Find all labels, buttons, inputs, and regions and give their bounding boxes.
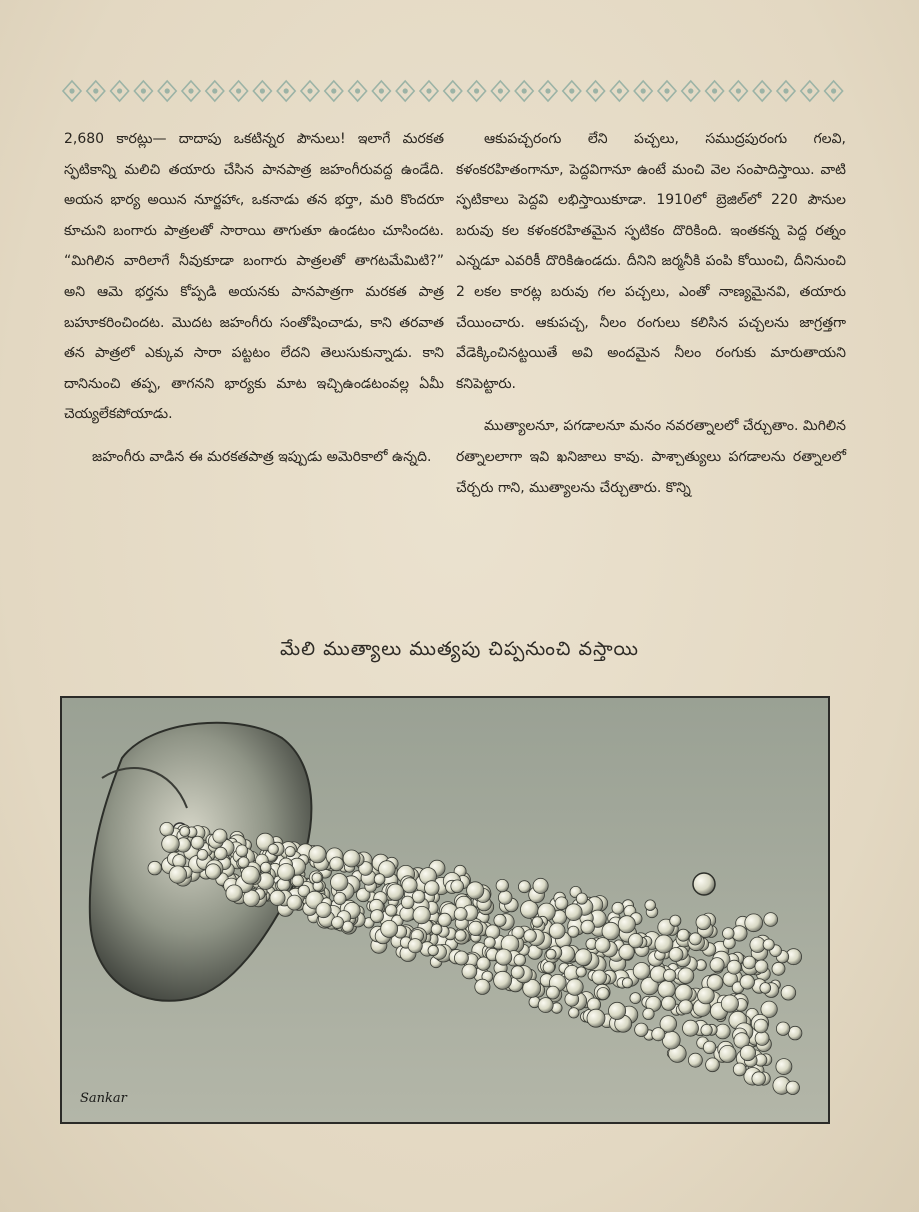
pearl [568, 926, 579, 937]
pearl [655, 935, 673, 953]
pearl [278, 864, 295, 881]
pearl [162, 835, 180, 853]
border-dot [522, 88, 527, 93]
border-dot [641, 88, 646, 93]
pearl [587, 1009, 605, 1027]
pearl [645, 900, 656, 911]
pearl [401, 896, 414, 909]
pearl [567, 979, 584, 996]
border-dot [69, 88, 74, 93]
pearl [343, 850, 360, 867]
pearl-oyster-illustration [60, 696, 830, 1124]
pearl [160, 822, 174, 836]
border-dot [664, 88, 669, 93]
pearl [772, 962, 785, 975]
border-dot [141, 88, 146, 93]
pearl [677, 929, 689, 941]
pearl [543, 962, 555, 974]
pearl [331, 874, 348, 891]
pearl [197, 849, 208, 860]
pearl [455, 930, 466, 941]
pearl [496, 949, 512, 965]
border-dot [284, 88, 289, 93]
pearl [745, 914, 763, 932]
pearl [622, 978, 632, 988]
pearl [385, 905, 397, 917]
pearl [287, 895, 302, 910]
pearl [592, 970, 607, 985]
pearl [226, 885, 243, 902]
pearl [387, 884, 404, 901]
pearl [213, 829, 227, 843]
pearl [334, 892, 346, 904]
pearl [760, 983, 771, 994]
pearl [706, 1058, 720, 1072]
pearl [723, 928, 735, 940]
pearl [581, 920, 595, 934]
artist-signature: Sankar [80, 1091, 127, 1106]
pearl [576, 967, 586, 977]
pearl [462, 964, 477, 979]
pearl [752, 1072, 766, 1086]
illustration-caption: మేలి ముత్యాలు ముత్యపు చిప్పనుంచి వస్తాయి [280, 638, 639, 660]
pearl [484, 937, 495, 948]
right-paragraph-1: ఆకుపచ్చరంగు లేని పచ్చలు, సముద్రపురంగు గలవి, కళంకరహితంగానూ, పెద్దవిగానూ ఉంటే మంచి వెల సంపాదిస్తాయి. వాటి స్ఫటికాలు పెద్దవి లభిస్తాయికూడా. 1910లో బ్రెజిల్‌లో 220 పౌనుల బరువు కల కళంకరహితమైన స్ఫటికం దొరికింది. ఇంతకన్న పెద్ద రత్నం ఎన్నడూ ఎవరికీ దొరికిఉండదు. దీనిని జర్మనీకి పంపి కోయించి, దీనినుంచి 2 లకల కారట్ల బరువు గల పచ్చలు, ఎంతో నాణ్యమైనవి, తయారు చేయించారు. ఆకుపచ్చ, నీలం రంగులు కలిసిన పచ్చలను జాగ్రత్తగా వేడెక్కించినట్టయితే అవి అందమైన నీలం రంగుకు మారుతాయని కనిపెట్టారు. [456, 131, 846, 392]
pearl [609, 1002, 626, 1019]
right-column [456, 124, 846, 515]
pearl [546, 949, 556, 959]
pearl [496, 879, 508, 891]
border-dot [569, 88, 574, 93]
border-dot [93, 88, 98, 93]
pearl [698, 987, 715, 1004]
pearl [467, 882, 484, 899]
left-paragraph-1: 2,680 కారట్లు— దాదాపు ఒకటిన్నర పౌనులు! ఇలాగే మరకత స్ఫటికాన్ని మలిచి తయారు చేసిన పానపాత్ర జహంగీరువద్ద ఉండేది. అయన భార్య అయిన నూర్జహాఁ, ఒకనాడు తన భర్తా, మరి కొందరూ కూచుని బంగారు పాత్రలతో సారాయి తాగుతూ ఉండటం చూసిందట. “మిగిలిన వారిలాగే నీవుకూడా బంగారు పాత్రలతో తాగటమేమిటి?” అని ఆమె భర్తను కోప్పడి అయనకు పానపాత్రగా మరకత పాత్ర బహూకరించిందట. మొదట జహంగీరు సంతోషించాడు, కాని తరవాత తన పాత్రలో ఎక్కువ సారా పట్టటం లేదని తెలుసుకున్నాడు. కాని దానినుంచి తప్ప, తాగనని భార్యకు మాట ఇచ్చిఉండటంవల్ల ఏమీ చెయ్యలేకపోయాడు. [64, 131, 444, 423]
pearl [494, 971, 512, 989]
pearl [475, 979, 490, 994]
pearl [454, 951, 468, 965]
border-dot [760, 88, 765, 93]
border-dot [426, 88, 431, 93]
border-dot [117, 88, 122, 93]
border-dot [831, 88, 836, 93]
pearl [602, 922, 620, 940]
pearl [703, 1041, 716, 1054]
pearl [618, 916, 635, 933]
pearl [533, 878, 548, 893]
pearl [285, 847, 295, 857]
pearl [788, 1026, 802, 1040]
pearl [549, 923, 565, 939]
pearl [148, 861, 162, 875]
pearl [576, 893, 587, 904]
pearl [763, 939, 774, 950]
pearl [402, 878, 417, 893]
pearl [451, 880, 464, 893]
pearl [696, 915, 711, 930]
pearl [538, 998, 553, 1013]
pearl [498, 891, 512, 905]
pearl [425, 881, 440, 896]
pearl [408, 939, 422, 953]
pearl [675, 984, 692, 1001]
pearl [662, 996, 676, 1010]
pearl [710, 958, 724, 972]
pearl [575, 949, 592, 966]
pearl [438, 913, 451, 926]
pearl [719, 1045, 736, 1062]
pearl [740, 975, 754, 989]
pearl [454, 908, 467, 921]
pearl [688, 1053, 702, 1067]
pearl [518, 881, 530, 893]
pearl [612, 902, 624, 914]
pearl [743, 956, 756, 969]
pearl [469, 921, 483, 935]
pearl [205, 864, 220, 879]
pearl [241, 866, 259, 884]
border-dot [498, 88, 503, 93]
border-dot [736, 88, 741, 93]
pearl [689, 933, 701, 945]
pearl [532, 917, 543, 928]
border-dot [355, 88, 360, 93]
border-dot [807, 88, 812, 93]
pearl [330, 857, 344, 871]
pearl [169, 866, 186, 883]
pearl [180, 827, 190, 837]
border-dot [712, 88, 717, 93]
border-dot [617, 88, 622, 93]
pearl [630, 993, 641, 1004]
pearl [633, 963, 650, 980]
pearl [776, 1022, 789, 1035]
border-dot [307, 88, 312, 93]
border-dot [379, 88, 384, 93]
border-dot [165, 88, 170, 93]
pearl [643, 1008, 654, 1019]
border-dot [260, 88, 265, 93]
lone-pearl [693, 873, 715, 895]
pearl [683, 1020, 699, 1036]
pearl [292, 875, 304, 887]
border-dot [688, 88, 693, 93]
pearl [754, 1019, 768, 1033]
border-dot [188, 88, 193, 93]
pearl [428, 945, 438, 955]
pearl [781, 986, 796, 1001]
pearl [776, 1059, 792, 1075]
pearl [635, 1023, 648, 1036]
pearl [524, 930, 537, 943]
pearl [261, 862, 272, 873]
pearl [555, 897, 568, 910]
pearl [191, 836, 204, 849]
border-dot [545, 88, 550, 93]
pearl [569, 1008, 579, 1018]
pearl [565, 904, 582, 921]
pearl [721, 995, 738, 1012]
pearl [658, 981, 675, 998]
decorative-border [60, 78, 844, 104]
border-dot [783, 88, 788, 93]
pearl [521, 901, 539, 919]
pearl [786, 1081, 799, 1094]
border-dot [474, 88, 479, 93]
pearl [733, 1063, 746, 1076]
pearl [381, 920, 398, 937]
pearl [316, 903, 331, 918]
pearl [238, 857, 249, 868]
pearl [309, 846, 326, 863]
pearl [511, 966, 524, 979]
right-paragraph-2: ముత్యాలనూ, పగడాలనూ మనం నవరత్నాలలో చేర్చుతాం. మిగిలిన రత్నాలలాగా ఇవి ఖనిజాలు కావు. పాశ్చాత్యులు పగడాలను రత్నాలలో చేర్చరు గాని, ముత్యాలను చేర్చుతారు. కొన్ని [456, 418, 846, 496]
border-dot [212, 88, 217, 93]
pearl [755, 1031, 769, 1045]
left-column [64, 124, 444, 485]
border-dot [236, 88, 241, 93]
border-dot [593, 88, 598, 93]
pearl [679, 1000, 693, 1014]
left-paragraph-2: జహంగీరు వాడిన ఈ మరకతపాత్ర ఇప్పుడు అమెరికాలో ఉన్నది. [92, 448, 432, 465]
pearl [312, 873, 322, 883]
pearl [431, 924, 442, 935]
border-dot [450, 88, 455, 93]
pearl [371, 910, 384, 923]
illustration-art [62, 698, 828, 1122]
pearl [215, 847, 228, 860]
pearl [268, 844, 278, 854]
pearl [740, 1045, 755, 1060]
pearl [764, 913, 778, 927]
pearl [629, 934, 643, 948]
pearl [546, 986, 559, 999]
pearl [715, 1024, 730, 1039]
pearl [664, 969, 676, 981]
pearl [678, 968, 694, 984]
pearl [236, 845, 248, 857]
pearl [652, 1028, 665, 1041]
pearl [270, 890, 285, 905]
pearl [701, 1024, 712, 1035]
pearl [374, 874, 385, 885]
pearl [595, 938, 610, 953]
border-dot [403, 88, 408, 93]
pearl [755, 960, 768, 973]
pearl [494, 914, 506, 926]
pearl [514, 954, 526, 966]
pearl [413, 906, 430, 923]
border-dot [331, 88, 336, 93]
pearl [727, 960, 741, 974]
pearl [670, 915, 681, 926]
pearl [597, 988, 609, 1000]
pearl [332, 917, 344, 929]
